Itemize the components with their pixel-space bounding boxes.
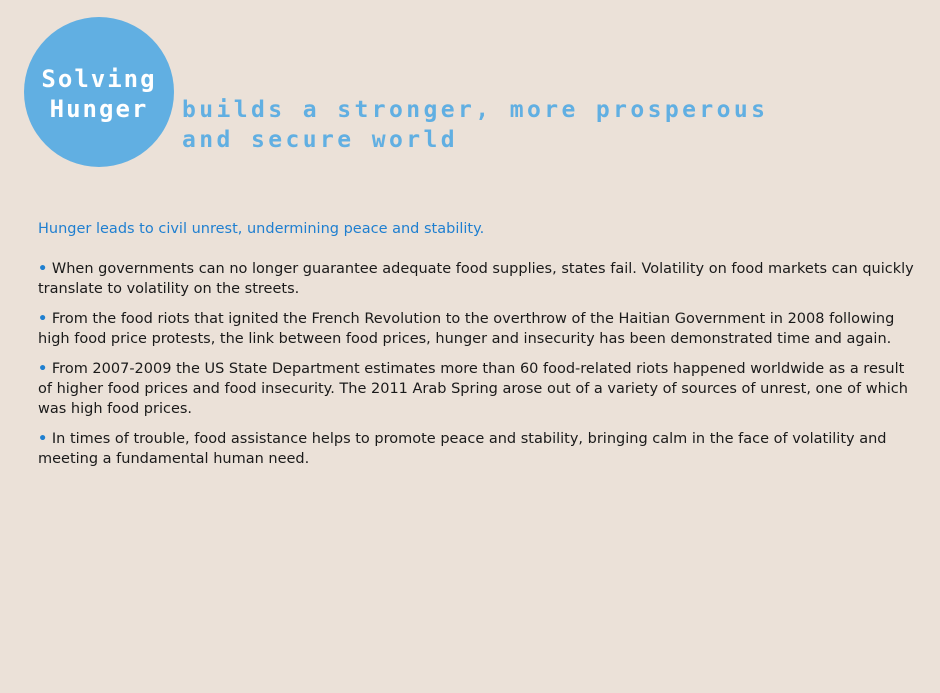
- intro-text: Hunger leads to civil unrest, undermining peace and stability.: [38, 221, 485, 237]
- bullet-item: [38, 259, 916, 299]
- bullet-text: From the food riots that ignited the French Revolution to the overthrow of the Haitian Government in 2008 following high food price protests, the link between food prices, hunger and insecurity has been demonstrated time and again.: [38, 311, 895, 347]
- bullet-text: From 2007-2009 the US State Department estimates more than 60 food-related riots happened worldwide as a result of higher food prices and food insecurity. The 2011 Arab Spring arose out of a variety of sources of unrest, one of which was high food prices.: [38, 361, 908, 417]
- headline-line-1: builds a stronger, more prosperous: [182, 97, 769, 123]
- bullet-dot-icon: •: [38, 431, 48, 447]
- page-headline: [182, 95, 922, 155]
- solving-hunger-badge: [24, 17, 174, 167]
- bullet-item: [38, 309, 916, 349]
- bullet-dot-icon: •: [38, 311, 48, 327]
- bullet-list: [38, 259, 916, 479]
- bullet-item: [38, 359, 916, 419]
- bullet-dot-icon: •: [38, 261, 48, 277]
- badge-line-2: Hunger: [49, 95, 149, 123]
- bullet-text: In times of trouble, food assistance helps to promote peace and stability, bringing calm in the face of volatility and meeting a fundamental human need.: [38, 431, 887, 467]
- bullet-item: [38, 429, 916, 469]
- bullet-text: When governments can no longer guarantee adequate food supplies, states fail. Volatility on food markets can quickly translate to volatility on the streets.: [38, 261, 914, 297]
- headline-line-2: and secure world: [182, 127, 458, 153]
- bullet-dot-icon: •: [38, 361, 48, 377]
- badge-line-1: Solving: [41, 65, 157, 93]
